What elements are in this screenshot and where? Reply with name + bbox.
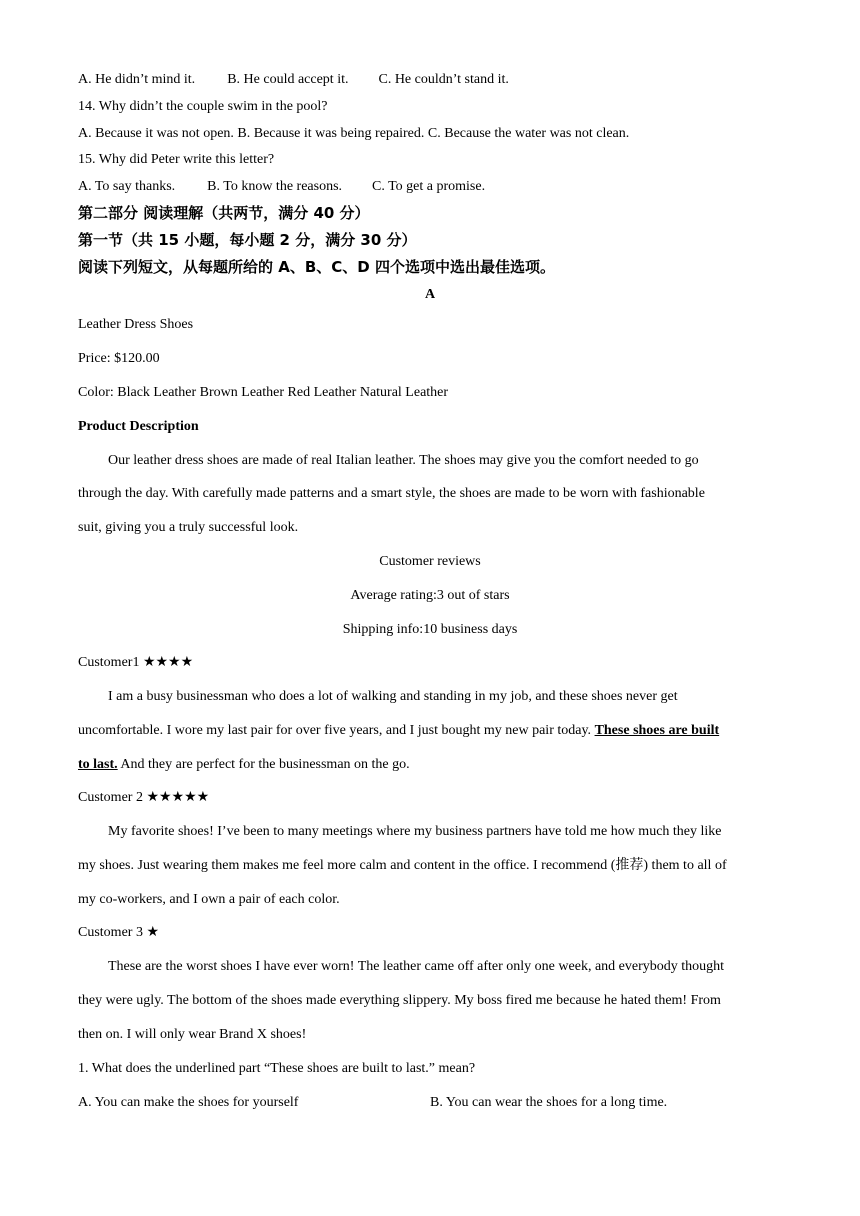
reviews-heading: Customer reviews bbox=[379, 554, 481, 569]
product-colors: Color: Black Leather Brown Leather Red Leather Natural Leather bbox=[78, 385, 449, 400]
q14-options: A. Because it was not open. B. Because it was being repaired. C. Because the water was not clean. bbox=[78, 126, 630, 141]
customer1-text: And they are perfect for the businessman on the go. bbox=[117, 757, 410, 772]
customer3-review-line: These are the worst shoes I have ever worn! The leather came off after only one week, and everybody thought bbox=[108, 959, 725, 974]
passage-letter: A bbox=[424, 287, 436, 302]
customer2-review-line: My favorite shoes! I’ve been to many meetings where my business partners have told me how much they like bbox=[108, 824, 722, 839]
q15-option-b: B. To know the reasons. bbox=[207, 179, 343, 194]
q13-option-b: B. He could accept it. bbox=[227, 72, 349, 87]
product-description-heading: Product Description bbox=[78, 419, 199, 434]
customer1-text: uncomfortable. I wore my last pair for over five years, and I just bought my new pair today. bbox=[78, 723, 595, 738]
q13-options bbox=[78, 71, 509, 89]
product-description-line: suit, giving you a truly successful look. bbox=[78, 520, 299, 535]
shipping-info: Shipping info:10 business days bbox=[342, 622, 518, 637]
q15-question: 15. Why did Peter write this letter? bbox=[78, 152, 275, 167]
product-description-line: Our leather dress shoes are made of real Italian leather. The shoes may give you the comfort needed to go bbox=[108, 453, 699, 468]
q1-question: 1. What does the underlined part “These shoes are built to last.” mean? bbox=[78, 1061, 476, 1076]
product-description-line: through the day. With carefully made patterns and a smart style, the shoes are made to be worn with fashionable bbox=[78, 486, 705, 501]
customer1-review-line bbox=[78, 756, 410, 774]
customer1-review-line bbox=[78, 722, 719, 740]
underlined-phrase: to last. bbox=[78, 757, 118, 772]
customer1-label: Customer1 ★★★★ bbox=[78, 655, 194, 670]
customer2-review-line: my co-workers, and I own a pair of each color. bbox=[78, 892, 340, 907]
average-rating: Average rating:3 out of stars bbox=[350, 588, 510, 603]
q1-option-b: B. You can wear the shoes for a long time. bbox=[430, 1095, 668, 1110]
customer2-label: Customer 2 ★★★★★ bbox=[78, 790, 210, 805]
q13-option-c: C. He couldn’t stand it. bbox=[378, 72, 509, 87]
customer2-review-line: my shoes. Just wearing them makes me feel more calm and content in the office. I recommend (推荐) them to all of bbox=[78, 858, 727, 873]
q15-option-a: A. To say thanks. bbox=[78, 179, 176, 194]
q13-option-a: A. He didn’t mind it. bbox=[78, 72, 196, 87]
q15-options bbox=[78, 178, 485, 196]
q15-option-c: C. To get a promise. bbox=[372, 179, 486, 194]
section-instruction: 阅读下列短文，从每题所给的 A、B、C、D 四个选项中选出最佳选项。 bbox=[78, 258, 555, 276]
customer3-review-line: they were ugly. The bottom of the shoes made everything slippery. My boss fired me because he hated them! From bbox=[78, 993, 721, 1008]
q1-option-a: A. You can make the shoes for yourself bbox=[78, 1095, 299, 1110]
customer3-review-line: then on. I will only wear Brand X shoes! bbox=[78, 1027, 307, 1042]
customer3-label: Customer 3 ★ bbox=[78, 925, 159, 940]
customer1-review-line: I am a busy businessman who does a lot of walking and standing in my job, and these shoes never get bbox=[108, 689, 678, 704]
product-price: Price: $120.00 bbox=[78, 351, 160, 366]
section-subtitle: 第一节（共 15 小题，每小题 2 分，满分 30 分） bbox=[78, 231, 417, 249]
q14-question: 14. Why didn’t the couple swim in the pool? bbox=[78, 99, 328, 114]
part-title: 第二部分 阅读理解（共两节，满分 40 分） bbox=[78, 204, 370, 222]
underlined-phrase: These shoes are built bbox=[594, 723, 720, 738]
product-name: Leather Dress Shoes bbox=[78, 317, 194, 332]
